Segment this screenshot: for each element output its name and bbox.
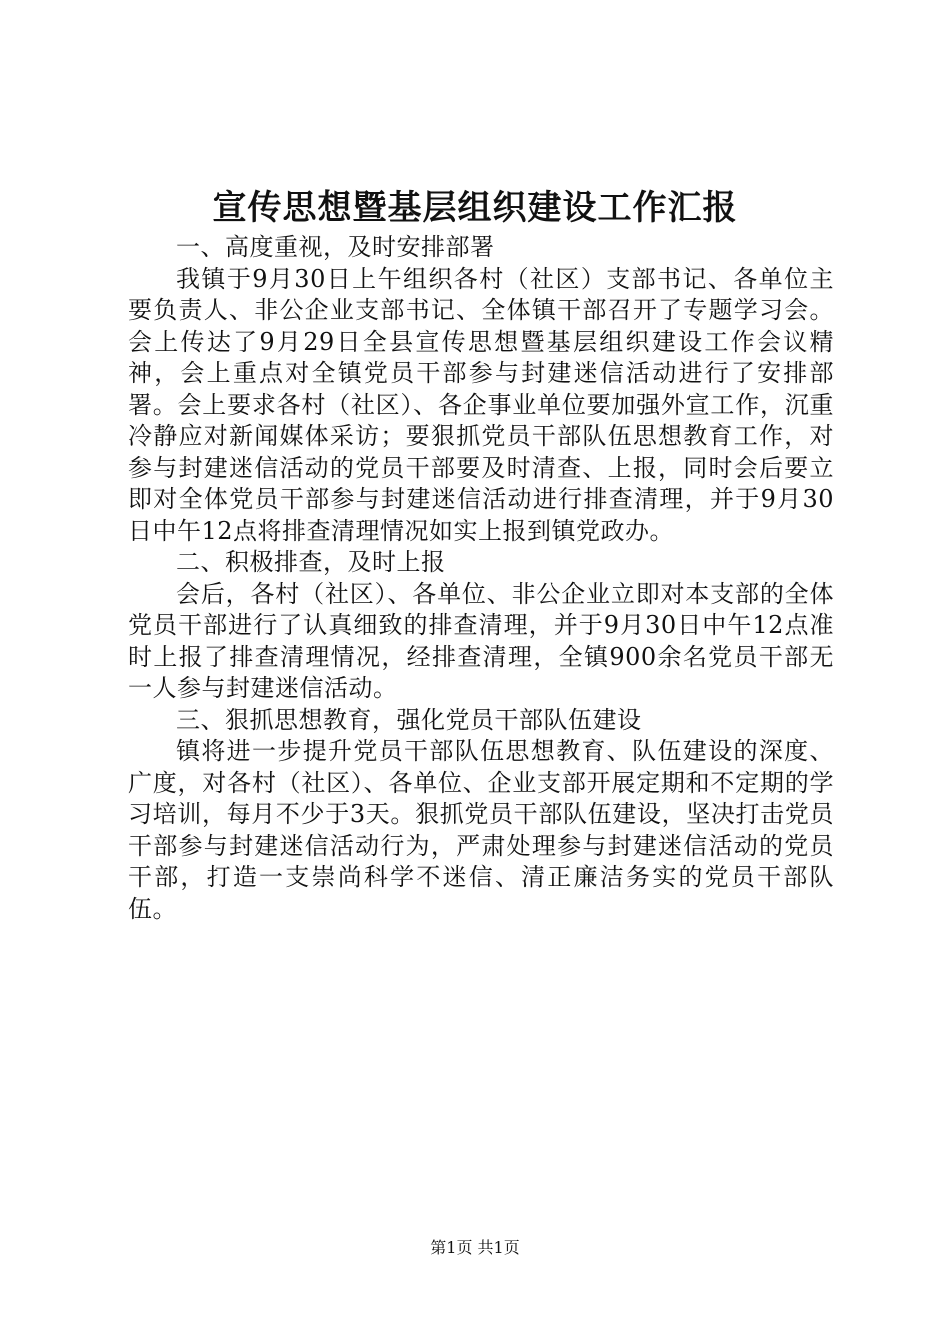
section-heading-3: 三、狠抓思想教育，强化党员干部队伍建设 xyxy=(176,705,642,734)
document-title: 宣传思想暨基层组织建设工作汇报 xyxy=(212,188,738,228)
section-heading-2: 二、积极排查，及时上报 xyxy=(176,548,446,576)
page-footer: 第1页 共1页 xyxy=(430,1238,520,1257)
section-paragraph-3: 镇将进一步提升党员干部队伍思想教育、队伍建设的深度、广度，对各村（社区）、各单位、企业支部开展定期和不定期的学习培训，每月不少于3天。狠抓党员干部队伍建设，坚决打击党员干部参与封建迷信活动行为，严肃处理参与封建迷信活动的党员干部，打造一支崇尚科学不迷信、清正廉洁务实的党员干部队伍。 xyxy=(128,737,834,923)
document-body xyxy=(128,232,834,925)
section-paragraph-2: 会后，各村（社区）、各单位、非公企业立即对本支部的全体党员干部进行了认真细致的排查清理，并于9月30日中午12点准时上报了排查清理情况，经排查清理，全镇900余名党员干部无一人参与封建迷信活动。 xyxy=(128,579,834,702)
section-heading-1: 一、高度重视，及时安排部署 xyxy=(176,233,495,261)
section-paragraph-1: 我镇于9月30日上午组织各村（社区）支部书记、各单位主要负责人、非公企业支部书记、全体镇干部召开了专题学习会。会上传达了9月29日全县宣传思想暨基层组织建设工作会议精神，会上重点对全镇党员干部参与封建迷信活动进行了安排部署。会上要求各村（社区）、各企事业单位要加强外宣工作，沉重冷静应对新闻媒体采访；要狠抓党员干部队伍思想教育工作，对参与封建迷信活动的党员干部要及时清查、上报，同时会后要立即对全体党员干部参与封建迷信活动进行排查清理，并于9月30日中午12点将排查清理情况如实上报到镇党政办。 xyxy=(128,264,834,545)
